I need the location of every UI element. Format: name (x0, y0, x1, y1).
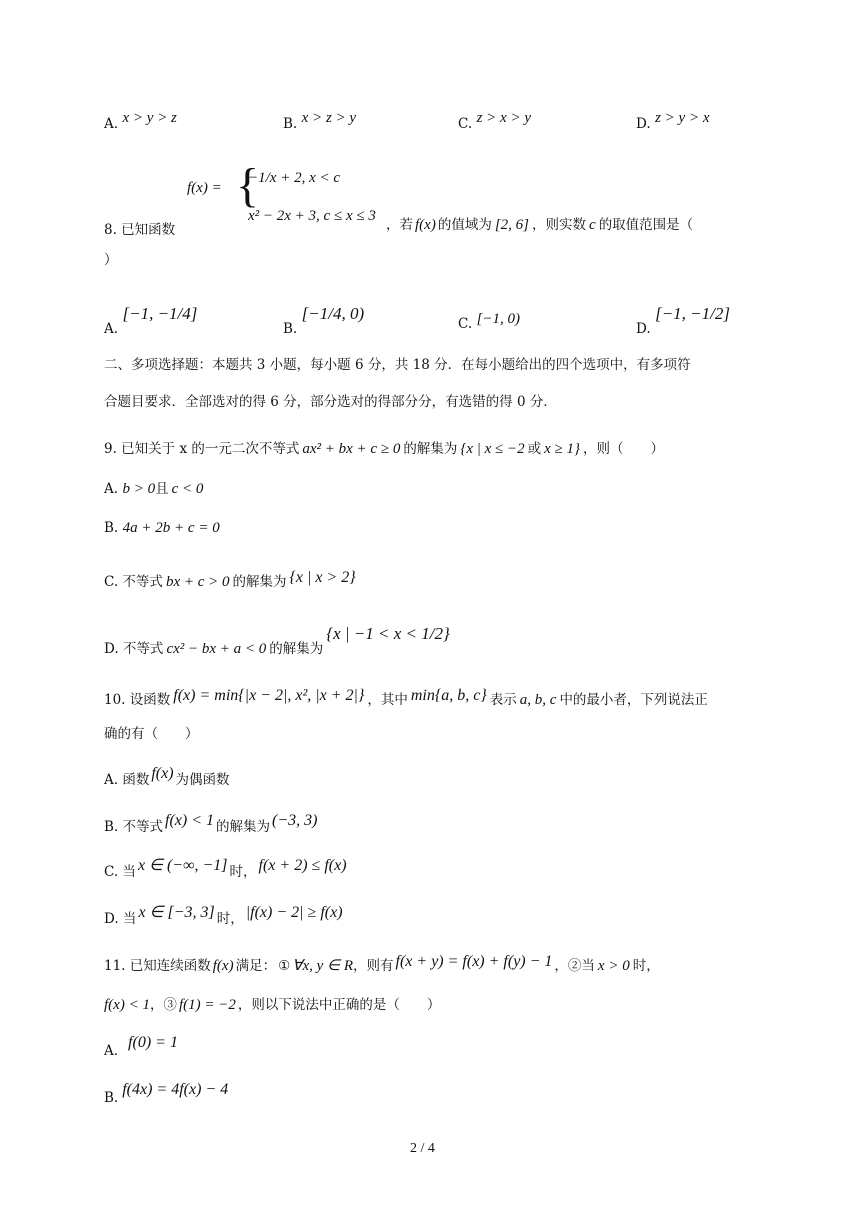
piecewise-brace: { (236, 159, 260, 212)
option-expr: x ∈ [−3, 3] (138, 904, 215, 921)
option-label: C. 当 (104, 864, 136, 880)
option-expr: c < 0 (171, 481, 204, 497)
option-expr: [−1, −1/2] (655, 304, 730, 323)
option-expr: x ∈ (−∞, −1] (137, 857, 228, 874)
q9-option-d (104, 624, 450, 658)
option-expr: bx + c > 0 (165, 574, 230, 590)
stem-text: 或 (527, 441, 542, 457)
set-expr: {x | x ≤ −2 (460, 441, 525, 457)
q8-option-c (458, 311, 521, 333)
inequality: f(x) < 1 (104, 997, 150, 1013)
option-expr: b > 0 (122, 481, 156, 497)
circle-1-icon: ① (278, 958, 291, 974)
fx-expr: f(x) (212, 958, 234, 974)
stem-text: ） (104, 252, 118, 268)
fx-expr: f(x) (415, 217, 436, 233)
stem-text: ，其中 (367, 692, 408, 708)
option-expr: x > z > y (301, 110, 357, 126)
option-expr: [−1/4, 0) (301, 304, 365, 323)
equation: f(1) = −2 (178, 997, 236, 1013)
condition: ∀x, y ∈ R (292, 958, 354, 974)
stem-text: 表示 (489, 692, 517, 708)
stem-text: 11. 已知连续函数 (104, 958, 211, 974)
inequality: ax² + bx + c ≥ 0 (302, 441, 401, 457)
q8-case-2 (248, 208, 376, 225)
q11-stem-line1 (104, 954, 660, 975)
option-text: 时， (216, 911, 244, 927)
option-label: C. (458, 316, 473, 332)
option-text: 的解集为 (232, 574, 287, 590)
option-text: 时， (229, 864, 257, 880)
option-label: A. (104, 481, 119, 497)
q8-close-paren (104, 248, 118, 268)
set-expr: x ≥ 1} (544, 441, 581, 457)
option-expr: z > y > x (655, 110, 710, 126)
equation: f(x + y) = f(x) + f(y) − 1 (395, 953, 553, 970)
stem-text: 时， (632, 958, 660, 974)
option-text: 的解集为 (269, 641, 324, 657)
option-label: B. 不等式 (104, 819, 164, 835)
option-label: B. (283, 321, 298, 337)
option-label: A. (104, 1043, 119, 1059)
option-label: B. (283, 116, 298, 132)
option-expr: f(0) = 1 (128, 1034, 178, 1051)
q10-option-c (104, 857, 347, 881)
q10-option-d (104, 904, 343, 928)
option-expr: {x | x > 2} (289, 569, 356, 586)
option-label: B. (104, 520, 119, 536)
option-expr: x > y > z (122, 110, 177, 126)
option-label: D. (636, 116, 651, 132)
q7-option-d (636, 110, 710, 133)
function-def: f(x) = min{|x − 2|, x², |x + 2|} (173, 687, 365, 704)
option-expr: [−1, −1/4] (122, 304, 198, 323)
option-expr: f(x + 2) ≤ f(x) (258, 857, 347, 874)
stem-text: ，则（ ） (583, 441, 665, 457)
q11-stem-line2 (104, 993, 440, 1014)
q9-option-a (104, 477, 203, 498)
option-expr: f(x) (151, 765, 174, 782)
option-expr: f(x) < 1 (165, 812, 215, 829)
option-label: A. (104, 321, 119, 337)
q9-stem (104, 437, 664, 458)
option-label: C. 不等式 (104, 574, 163, 590)
option-text: 为偶函数 (175, 772, 230, 788)
q10-option-b (104, 812, 318, 836)
stem-text: 8. 已知函数 (104, 222, 176, 238)
stem-text: 满足： (235, 958, 277, 974)
stem-text: 的解集为 (403, 441, 458, 457)
q10-stem-line2: 确的有（ ） (104, 726, 199, 742)
q8-case-1 (248, 170, 340, 187)
option-expr: [−1, 0) (476, 311, 521, 327)
option-expr: {x | −1 < x < 1/2} (326, 624, 450, 643)
stem-text: 的取值范围是（ (598, 217, 694, 233)
section2-line1: 二、多项选择题：本题共 3 小题，每小题 6 分，共 18 分．在每小题给出的四个选项中，有多项符 (104, 357, 691, 373)
q11-option-b (104, 1081, 229, 1107)
option-label: C. (458, 116, 473, 132)
stem-text: ，则以下说法中正确的是（ ） (237, 997, 441, 1013)
q9-option-c (104, 570, 356, 591)
stem-text: ，则有 (353, 958, 394, 974)
q10-option-a (104, 765, 230, 789)
fx-label: f(x) = (187, 180, 222, 196)
option-label: D. (636, 321, 651, 337)
var-list: a, b, c (519, 692, 557, 708)
q7-option-c (458, 110, 531, 133)
option-expr: (−3, 3) (272, 812, 318, 829)
option-text: 且 (155, 481, 169, 497)
case-expr: x² − 2x + 3, c ≤ x ≤ 3 (248, 208, 376, 224)
page-number: 2 / 4 (410, 1141, 435, 1156)
q8-stem-prefix (104, 218, 175, 238)
stem-text: ，③ (149, 997, 177, 1013)
stem-text: 的值域为 (437, 217, 492, 233)
option-label: A. (104, 116, 119, 132)
option-expr: f(4x) = 4f(x) − 4 (122, 1081, 229, 1098)
condition: x > 0 (597, 958, 630, 974)
q8-function-name (187, 180, 222, 197)
stem-text: ，则实数 (532, 217, 587, 233)
q7-option-a (104, 110, 177, 133)
var-c: c (589, 217, 596, 233)
option-expr: |f(x) − 2| ≥ f(x) (245, 904, 343, 921)
q8-option-d (636, 304, 730, 338)
min-def: min{a, b, c} (410, 687, 487, 704)
option-expr: z > x > y (476, 110, 531, 126)
q8-option-a (104, 304, 198, 338)
q7-option-b (283, 110, 357, 133)
stem-text: ，若 (386, 217, 413, 233)
option-label: A. 函数 (104, 772, 150, 788)
stem-text: 9. 已知关于 x 的一元二次不等式 (104, 441, 300, 457)
q11-option-a (104, 1034, 178, 1060)
range-expr: [2, 6] (494, 217, 530, 233)
stem-text: 10. 设函数 (104, 692, 171, 708)
case-expr: −1/x + 2, x < c (248, 170, 341, 186)
option-label: B. (104, 1090, 119, 1106)
option-expr: cx² − bx + a < 0 (166, 641, 267, 657)
q8-stem-rest (386, 213, 693, 234)
option-label: D. 不等式 (104, 641, 164, 657)
q8-option-b (283, 304, 365, 338)
stem-text: 中的最小者，下列说法正 (559, 692, 708, 708)
option-text: 的解集为 (216, 819, 271, 835)
stem-text: ，②当 (554, 958, 595, 974)
option-expr: 4a + 2b + c = 0 (122, 520, 220, 536)
section2-line2: 合题目要求．全部选对的得 6 分，部分选对的得部分分，有选错的得 0 分． (104, 394, 557, 410)
q10-stem-line1 (104, 688, 708, 709)
option-label: D. 当 (104, 911, 137, 927)
q9-option-b (104, 520, 220, 537)
